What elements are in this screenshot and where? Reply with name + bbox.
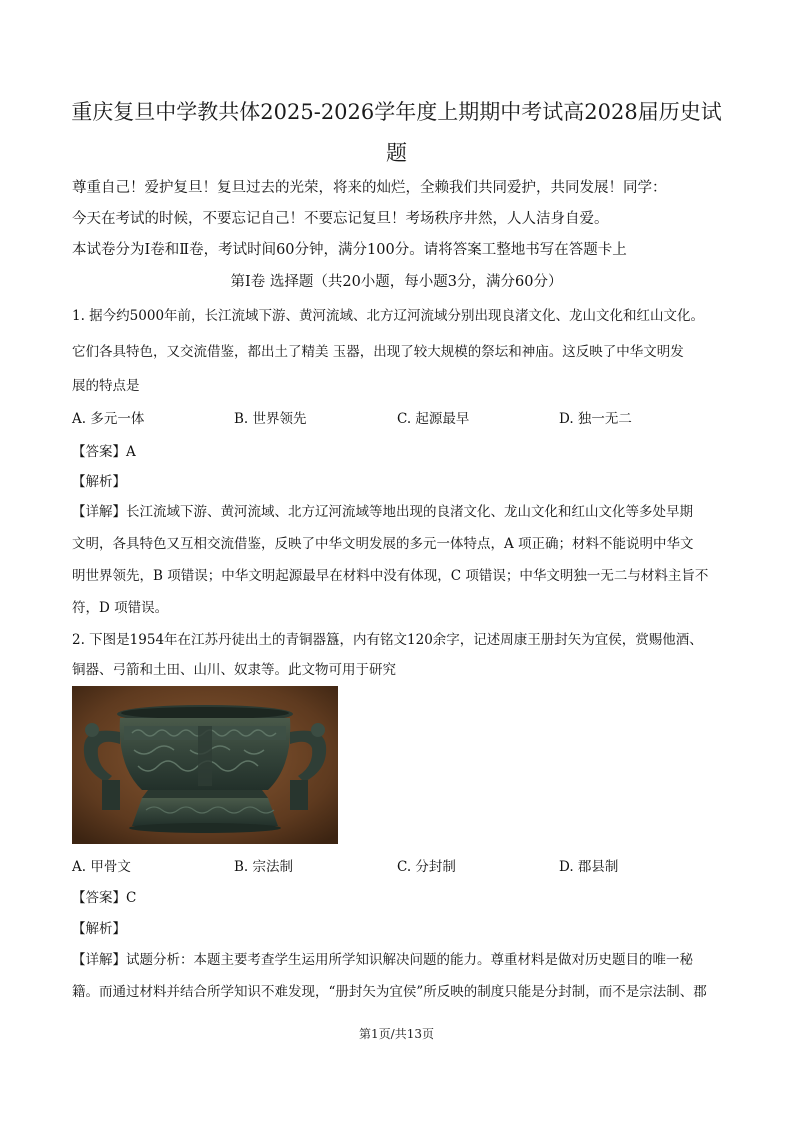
bronze-gui-vessel-photo — [72, 686, 338, 844]
section-title: 第Ⅰ卷 选择题（共20小题，每小题3分，满分60分） — [230, 274, 563, 290]
q2-detail-line-1: 【详解】试题分析：本题主要考查学生运用所学知识解决问题的能力。尊重材料是做对历史题目的唯一秘 — [72, 952, 693, 968]
exam-title-line1: 重庆复旦中学教共体2025-2026学年度上期期中考试高2028届历史试 — [71, 100, 722, 124]
q2-option-d: D. 郡县制 — [559, 859, 619, 875]
q1-detail-line-2: 文明，各具特色又互相交流借鉴，反映了中华文明发展的多元一体特点，A 项正确；材料不能说明中华文 — [72, 536, 694, 552]
q2-stem-line-2: 铜器、弓箭和土田、山川、奴隶等。此文物可用于研究 — [72, 662, 396, 678]
q2-stem-line-1: 2. 下图是1954年在江苏丹徒出土的青铜器簋，内有铭文120余字，记述周康王册封矢为宜侯，赏赐他酒、 — [72, 632, 703, 648]
q2-analysis-label: 【解析】 — [72, 921, 126, 937]
q2-option-c: C. 分封制 — [397, 859, 456, 875]
q1-option-b: B. 世界领先 — [234, 411, 307, 427]
intro-line-2: 今天在考试的时候，不要忘记自己！不要忘记复旦！考场秩序井然，人人洁身自爱。 — [72, 211, 609, 227]
intro-line-1: 尊重自己！爱护复旦！复旦过去的光荣，将来的灿烂，全赖我们共同爱护，共同发展！同学： — [72, 180, 667, 196]
q1-detail-line-1: 【详解】长江流域下游、黄河流域、北方辽河流域等地出现的良渚文化、龙山文化和红山文化等多处早期 — [72, 504, 693, 520]
q1-stem-line-3: 展的特点是 — [72, 378, 140, 394]
q1-option-a: A. 多元一体 — [72, 411, 145, 427]
q2-option-a: A. 甲骨文 — [72, 859, 131, 875]
exam-title-line2: 题 — [386, 141, 407, 165]
q2-answer: 【答案】C — [72, 890, 137, 906]
q2-option-b: B. 宗法制 — [234, 859, 294, 875]
q1-stem-line-2: 它们各具特色，又交流借鉴，都出土了精美 玉器，出现了较大规模的祭坛和神庙。这反映了中华文明发 — [72, 344, 684, 360]
q1-stem-line-1: 1. 据今约5000年前，长江流域下游、黄河流域、北方辽河流域分别出现良渚文化、龙山文化和红山文化。 — [72, 308, 705, 324]
q1-option-c: C. 起源最早 — [397, 411, 470, 427]
page-footer: 第1页/共13页 — [359, 1027, 434, 1041]
q1-option-d: D. 独一无二 — [559, 411, 632, 427]
q2-detail-line-2: 籍。而通过材料并结合所学知识不难发现，“册封矢为宜侯”所反映的制度只能是分封制，而不是宗法制、郡 — [72, 984, 707, 1000]
q1-answer: 【答案】A — [72, 444, 136, 460]
intro-line-3: 本试卷分为Ⅰ卷和Ⅱ卷，考试时间60分钟，满分100分。请将答案工整地书写在答题卡上 — [72, 242, 627, 258]
q1-detail-line-4: 符，D 项错误。 — [72, 600, 169, 616]
q1-detail-line-3: 明世界领先，B 项错误；中华文明起源最早在材料中没有体现，C 项错误；中华文明独一无二与材料主旨不 — [72, 568, 709, 584]
q1-analysis-label: 【解析】 — [72, 474, 126, 490]
